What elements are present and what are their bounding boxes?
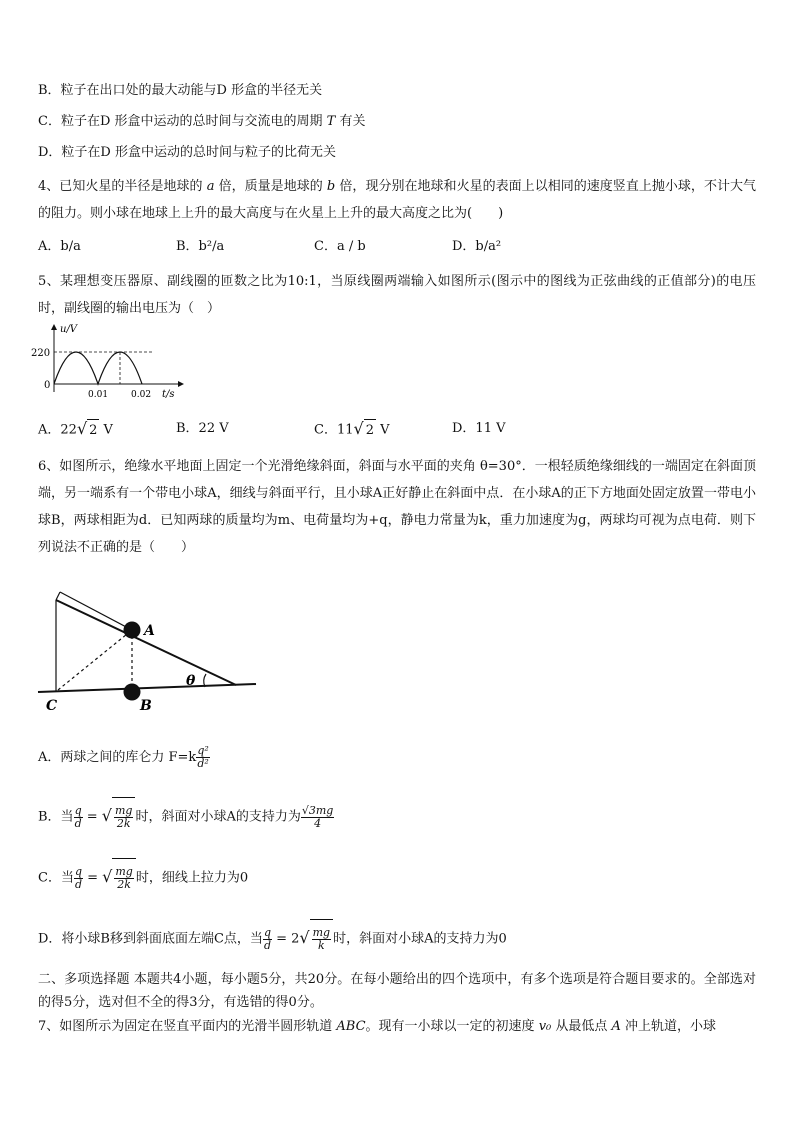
q4-option-d: D．b/a² (452, 239, 502, 254)
var-v0: v₀ (538, 1019, 552, 1034)
incline-surface (56, 600, 236, 685)
question-7: 7、如图所示为固定在竖直平面内的光滑半圆形轨道 ABC。现有一小球以一定的初速度 v₀ 从最低点 A 冲上轨道，小球 (38, 1019, 717, 1034)
option-c-text: C．粒子在D 形盒中运动的总时间与交流电的周期 (38, 114, 327, 129)
q6-option-c: C．当 $\frac{q}{d}$ = √ $\frac{mg}{2k}$ 时，细线上拉力为0 (38, 857, 248, 899)
q5-option-c: C．11√ 2 V (314, 418, 390, 442)
q5-option-a: A．22√ 2 V (38, 418, 113, 442)
x-tick-002: 0.02 (131, 390, 152, 400)
half-sine-curve (54, 352, 142, 384)
y-axis-label: u/V (60, 324, 78, 335)
x-axis-arrow (178, 381, 184, 387)
section-2-heading: 二、多项选择题 本题共4小题，每小题5分，共20分。在每小题给出的四个选项中，有多个选项是符合题目要求的。全部选对的得5分，选对但不全的得3分，有选错的得0分。 (38, 972, 756, 1010)
var-b: b (326, 179, 336, 194)
incline-figure (36, 588, 262, 714)
period-var: T (326, 114, 336, 129)
q5-option-b: B．22 V (176, 421, 229, 436)
option-b-line: B．粒子在出口处的最大动能与D 形盒的半径无关 (38, 83, 323, 98)
y-tick-220: 220 (31, 348, 51, 359)
question-5: 5、某理想变压器原、副线圈的匝数之比为10:1，当原线圈两端输入如图所示(图示中的图线为正弦曲线的正值部分)的电压时，副线圈的输出电压为（ ） (38, 274, 756, 316)
question-4: 4、已知火星的半径是地球的 a 倍，质量是地球的 b 倍，现分别在地球和火星的表面上以相同的速度竖直上抛小球，不计大气的阻力。则小球在地球上上升的最大高度与在火星上上升的最大高度之比为( ) (38, 179, 757, 221)
origin-label: 0 (44, 380, 51, 391)
ball-b (124, 684, 141, 701)
label-b: B (140, 698, 152, 714)
question-6: 6、如图所示，绝缘水平地面上固定一个光滑绝缘斜面，斜面与水平面的夹角 θ=30°．一根轻质绝缘细线的一端固定在斜面顶端，另一端系有一个带电小球A，细线与斜面平行，且小球A正好静止在斜面中点．在小球A的正下方地面处固定放置一带电小球B，两球相距为d．已知两球的质量均为m、电荷量均为+q，静电力常量为k，重力加速度为g，两球均可视为点电荷．则下列说法不正确的是（ ） (38, 459, 756, 555)
voltage-graph (30, 322, 190, 402)
option-c-tail: 有关 (335, 114, 366, 129)
q6-option-a: A．两球之间的库仑力 F=k $\frac{\text{q²}}{\text{d²}}$ (38, 744, 209, 770)
option-d-line: D．粒子在D 形盒中运动的总时间与粒子的比荷无关 (38, 145, 336, 160)
q4-option-c: C．a / b (314, 239, 366, 254)
label-a: A (144, 623, 155, 639)
q6-option-d: D．将小球B移到斜面底面左端C点，当 $\frac{q}{d}$ = 2√ $\frac{mg}{k}$ 时，斜面对小球A的支持力为0 (38, 918, 507, 960)
var-a: a (206, 179, 215, 194)
ground-line (38, 684, 256, 692)
option-c-line (38, 112, 365, 132)
x-tick-001: 0.01 (88, 390, 109, 400)
x-axis-label: t/s (162, 389, 175, 400)
y-axis-arrow (51, 324, 57, 330)
q6-option-b: B．当 $\frac{q}{d}$ = √ $\frac{mg}{2k}$ 时，斜面对小球A的支持力为 $\frac{√3mg}{4}$ (38, 796, 334, 838)
question-4-options (38, 236, 598, 258)
point-a: A (611, 1019, 621, 1034)
dash-ca (58, 630, 132, 690)
label-theta: θ (186, 673, 196, 689)
q5-option-d: D．11 V (452, 421, 506, 436)
thread (60, 592, 132, 630)
q4-option-b: B．b²/a (176, 239, 225, 254)
q4-option-a: A．b/a (38, 239, 81, 254)
question-5-options (38, 418, 598, 440)
ball-a (124, 622, 141, 639)
track-abc: ABC (336, 1019, 366, 1034)
label-c: C (46, 698, 58, 714)
